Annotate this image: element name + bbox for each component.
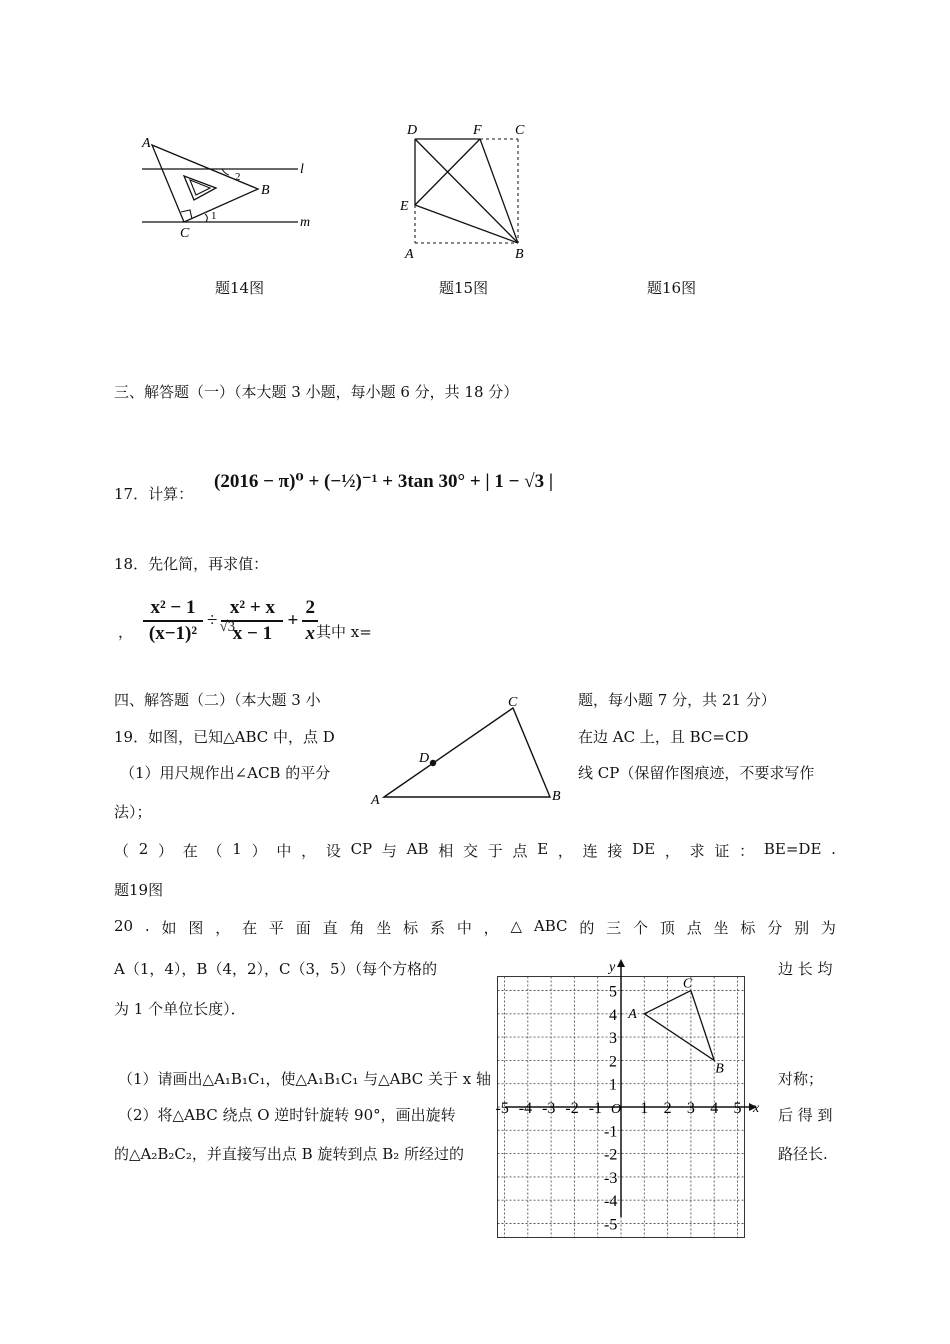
q17-label: 17．计算：: [114, 485, 194, 503]
triangle-abc: [384, 708, 550, 797]
q19-line3: 法）；: [114, 803, 152, 821]
plus-sign: +: [287, 610, 299, 631]
caption-fig15: 题15图: [439, 279, 489, 297]
divide-sign: ÷: [207, 610, 218, 631]
q18-expression: [143, 597, 318, 645]
x-axis-label: x: [753, 1101, 760, 1116]
label-c: C: [682, 976, 693, 992]
x-tick-label: 3: [686, 1100, 695, 1117]
label-f: F: [473, 123, 482, 138]
label-b: B: [261, 183, 270, 198]
label-b: B: [515, 247, 524, 262]
y-axis-label: y: [609, 960, 616, 975]
x-tick-label: 4: [710, 1100, 719, 1117]
q18-comma: ，: [118, 623, 134, 641]
q20-part1-left: （1）请画出△A₁B₁C₁，使△A₁B₁C₁ 与△ABC 关于 x 轴: [118, 1070, 492, 1088]
q20-line3: 为 1 个单位长度）．: [114, 1000, 246, 1018]
q19-line1-right: 在边 AC 上，且 BC=CD: [578, 728, 749, 746]
section-4-heading-left: 四、解答题（二）（本大题 3 小: [114, 691, 321, 709]
label-d: D: [419, 751, 430, 766]
x-tick-label: -3: [542, 1100, 556, 1117]
label-angle-1: 1: [211, 210, 217, 222]
y-tick-label: 1: [609, 1076, 617, 1094]
figure-19: [368, 692, 573, 810]
y-tick-label: -1: [604, 1123, 618, 1141]
q20-line1: 20 . 如 图 ， 在 平 面 直 角 坐 标 系 中 ， △ ABC 的 三 个 顶 点 坐 标 分 别 为: [114, 917, 836, 937]
y-tick-label: 5: [609, 983, 617, 1001]
point-d: [430, 760, 436, 766]
figure-20-coordinate-grid: [495, 955, 765, 1234]
segment-eb: [415, 205, 518, 243]
denominator-3: x: [305, 623, 316, 644]
label-m: m: [300, 215, 311, 230]
caption-fig16: 题16图: [647, 279, 697, 297]
q20-line2-left: A（1，4），B（4，2），C（3，5）（每个方格的: [114, 960, 438, 978]
q17-formula: (2016 − π)⁰ + (−½)⁻¹ + 3tan 30° + | 1 − √3 |: [214, 471, 554, 492]
label-angle-2: 2: [235, 171, 241, 183]
y-tick-label: 2: [609, 1053, 617, 1071]
label-b: B: [552, 789, 561, 804]
fraction-bar-1: [143, 620, 203, 622]
q18-condition: 其中 x=: [316, 623, 372, 641]
label-a: A: [628, 1006, 637, 1022]
denominator-1: (x−1)²: [148, 623, 198, 644]
q20-line2-right: 边 长 均: [778, 960, 833, 978]
q20-part2-left: （2）将△ABC 绕点 O 逆时针旋转 90°，画出旋转: [118, 1106, 456, 1124]
q20-part1-right: 对称；: [778, 1070, 824, 1088]
figure-15: [395, 120, 535, 265]
segment-fb: [480, 139, 518, 243]
label-e: E: [400, 199, 409, 214]
segment-db: [415, 139, 518, 243]
caption-fig14: 题14图: [215, 279, 265, 297]
x-tick-label: -4: [518, 1100, 533, 1117]
fraction-1: [143, 597, 203, 645]
fraction-2: [221, 597, 283, 645]
label-l: l: [300, 162, 304, 177]
q19-line2-right: 线 CP（保留作图痕迹，不要求写作: [578, 764, 815, 782]
denominator-2: x − 1: [232, 623, 273, 644]
origin-label: O: [611, 1102, 622, 1117]
y-tick-label: -3: [604, 1169, 618, 1187]
x-tick-label: -2: [565, 1100, 579, 1117]
y-tick-label: -5: [604, 1216, 618, 1234]
caption-fig19: 题19图: [114, 881, 164, 899]
x-tick-label: 2: [663, 1100, 672, 1117]
label-c: C: [180, 226, 190, 241]
x-tick-label: -5: [495, 1100, 509, 1117]
angle-1-arc: [205, 214, 207, 222]
label-a: A: [142, 136, 151, 151]
q19-line1-left: 19．如图，已知△ABC 中，点 D: [114, 728, 335, 746]
y-tick-label: 3: [609, 1030, 617, 1048]
label-b: B: [715, 1061, 724, 1077]
numerator-3: 2: [305, 597, 316, 618]
section-4-heading-right: 题，每小题 7 分，共 21 分）: [578, 691, 776, 709]
q19-line2-left: （1）用尺规作出∠ACB 的平分: [120, 764, 331, 782]
label-a: A: [405, 247, 414, 262]
q18-x-value-overlay: √3: [219, 619, 236, 635]
y-tick-label: 4: [609, 1006, 617, 1024]
section-3-heading: 三、解答题（一）（本大题 3 小题，每小题 6 分，共 18 分）: [114, 383, 519, 401]
label-c: C: [515, 123, 525, 138]
label-c: C: [508, 695, 518, 710]
y-axis-arrow: [617, 959, 625, 967]
y-tick-label: -2: [604, 1146, 618, 1164]
q20-part3-right: 路径长.: [778, 1145, 828, 1163]
q20-part3-left: 的△A₂B₂C₂，并直接写出点 B 旋转到点 B₂ 所经过的: [114, 1145, 465, 1163]
x-tick-label: 5: [733, 1100, 742, 1117]
numerator-2: x² + x: [229, 597, 275, 618]
q19-part2: （ 2 ） 在 （ 1 ） 中 ， 设 CP 与 AB 相 交 于 点 E ， 连 接 DE ， 求 证 ： BE=DE .: [114, 840, 836, 860]
q18-label: 18．先化简，再求值：: [114, 555, 269, 573]
y-tick-label: -4: [604, 1193, 618, 1211]
numerator-1: x² − 1: [150, 597, 196, 618]
label-d: D: [407, 123, 418, 138]
label-a: A: [371, 793, 380, 808]
figure-14: [130, 128, 330, 248]
x-tick-label: 1: [640, 1100, 649, 1117]
q20-part2-right: 后 得 到: [778, 1106, 833, 1124]
triangle-abc: [644, 991, 714, 1061]
x-tick-label: -1: [588, 1100, 603, 1117]
